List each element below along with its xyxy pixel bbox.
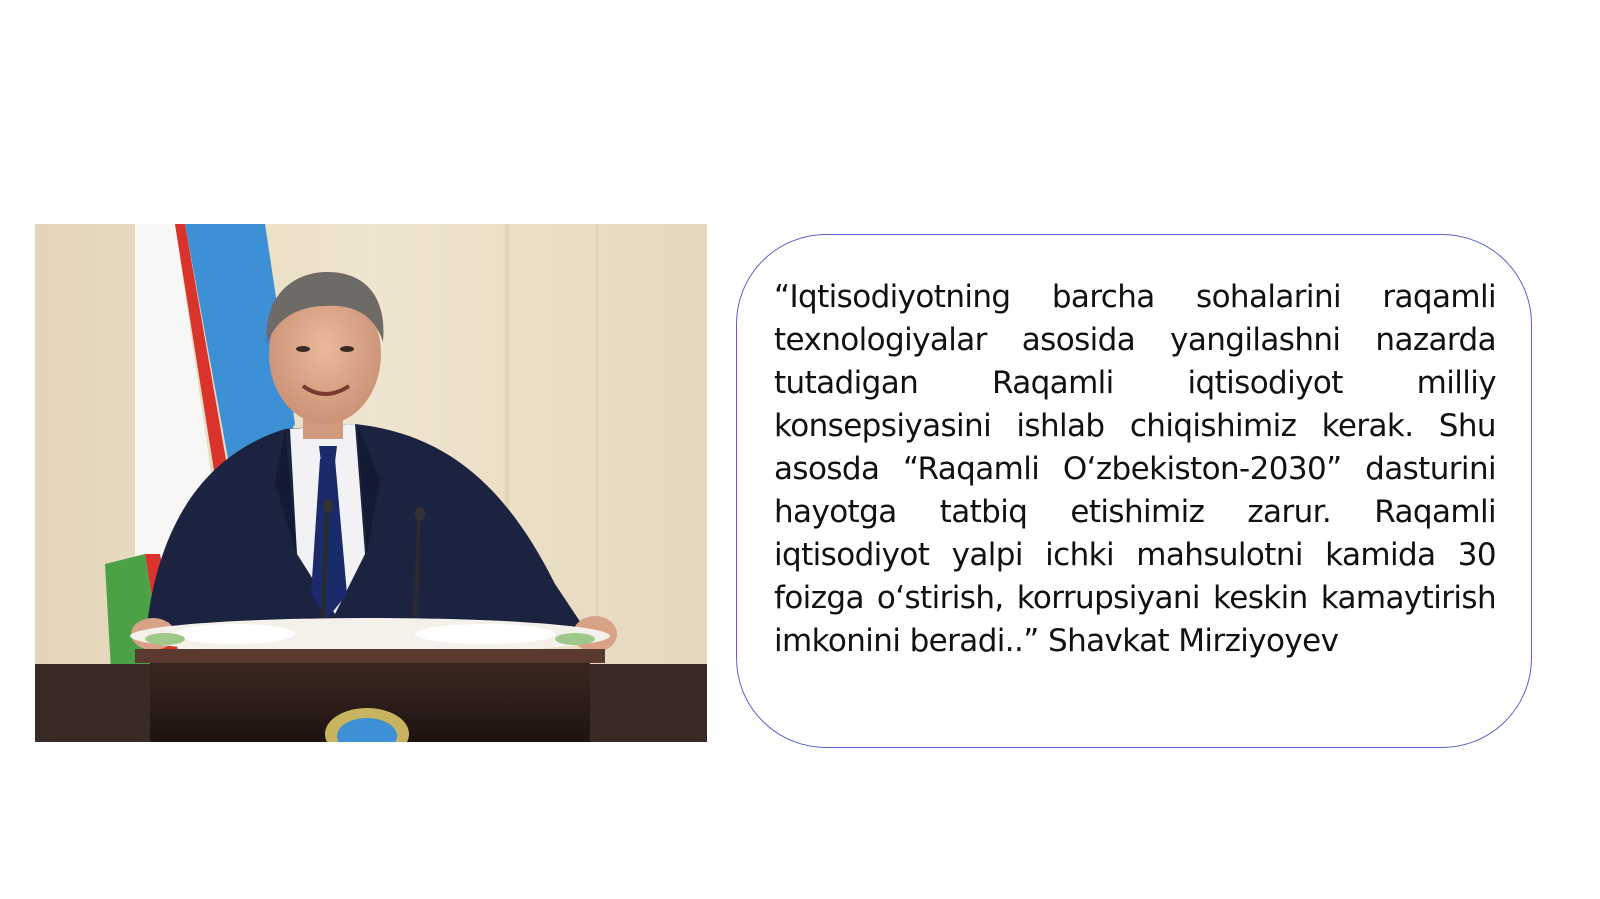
speaker-photo — [35, 224, 707, 742]
quote-text: “Iqtisodiyotning barcha sohalarini raqamli texnologiyalar asosida yangilashni nazarda tutadigan Raqamli iqtisodiyot milliy konsepsiyasini ishlab chiqishimiz kerak. Shu asosda “Raqamli O‘zbekiston-2030” dasturini hayotga tatbiq etishimiz zarur. Raqamli iqtisodiyot yalpi ichki mahsulotni kamida 30 foizga o‘stirish, korrupsiyani keskin kamaytirish imkonini beradi..” Shavkat Mirziyoyev — [774, 279, 1496, 659]
speaker-photo-illustration — [35, 224, 707, 742]
